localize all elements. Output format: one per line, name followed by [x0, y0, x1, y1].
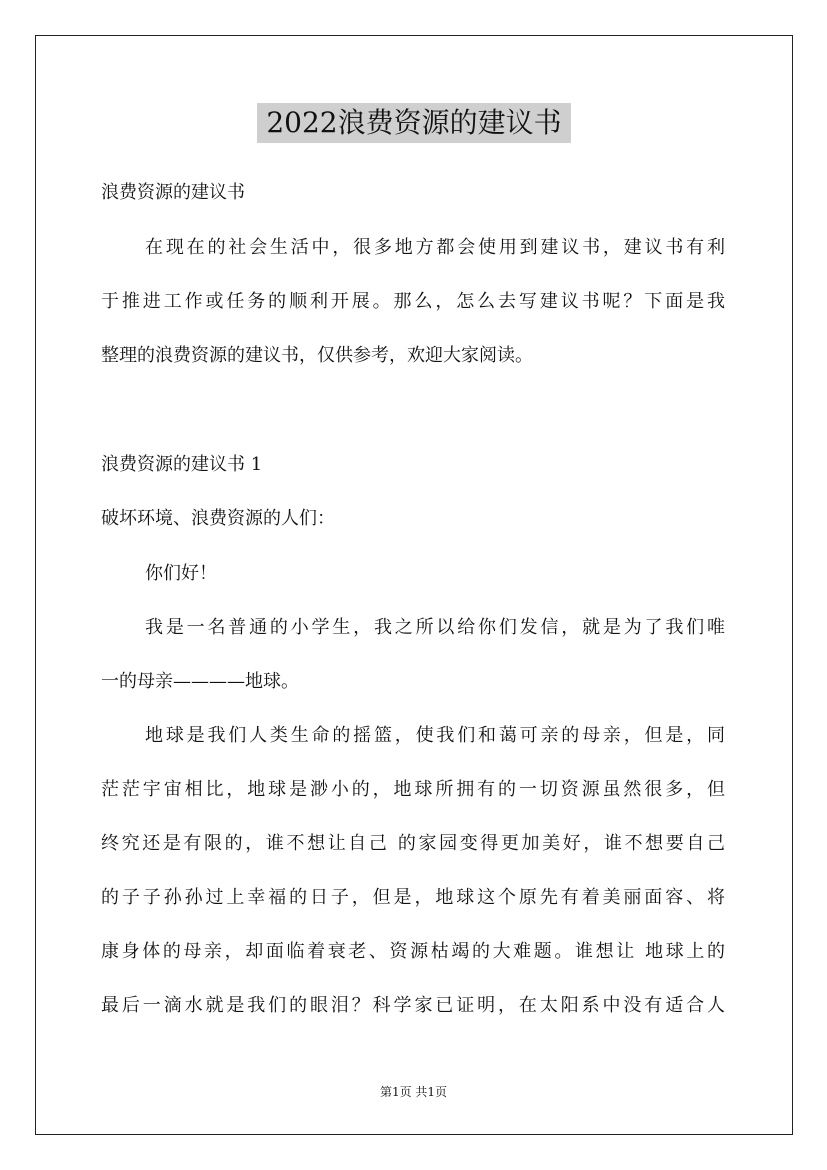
letter-heading: 浪费资源的建议书 1: [101, 454, 263, 475]
page-number-footer: 第1页 共1页: [379, 1085, 448, 1099]
body-paragraph-line: 终究还是有限的，谁不想让自己 的家园变得更加美好，谁不想要自己: [101, 833, 725, 854]
letter-salutation: 破坏环境、浪费资源的人们：: [101, 508, 335, 529]
intro-paragraph-line: 整理的浪费资源的建议书，仅供参考，欢迎大家阅读。: [101, 345, 533, 366]
body-paragraph-line: 最后一滴水就是我们的眼泪？科学家已证明，在太阳系中没有适合人: [101, 995, 725, 1016]
intro-paragraph-line: 在现在的社会生活中，很多地方都会使用到建议书，建议书有利: [145, 237, 725, 258]
body-paragraph-line: 一的母亲————地球。: [101, 671, 299, 692]
intro-paragraph-line: 于推进工作或任务的顺利开展。那么，怎么去写建议书呢？下面是我: [101, 291, 725, 312]
letter-greeting: 你们好！: [145, 563, 217, 584]
body-paragraph-line: 茫茫宇宙相比，地球是渺小的，地球所拥有的一切资源虽然很多，但: [101, 779, 725, 800]
section-heading: 浪费资源的建议书: [101, 182, 245, 203]
body-paragraph-line: 的子子孙孙过上幸福的日子，但是，地球这个原先有着美丽面容、将: [101, 887, 725, 908]
body-paragraph-line: 康身体的母亲，却面临着衰老、资源枯竭的大难题。谁想让 地球上的: [101, 941, 725, 962]
document-title: 2022浪费资源的建议书: [257, 103, 571, 143]
body-paragraph-line: 我是一名普通的小学生，我之所以给你们发信，就是为了我们唯: [145, 617, 725, 638]
body-paragraph-line: 地球是我们人类生命的摇篮，使我们和蔼可亲的母亲，但是，同: [145, 725, 725, 746]
